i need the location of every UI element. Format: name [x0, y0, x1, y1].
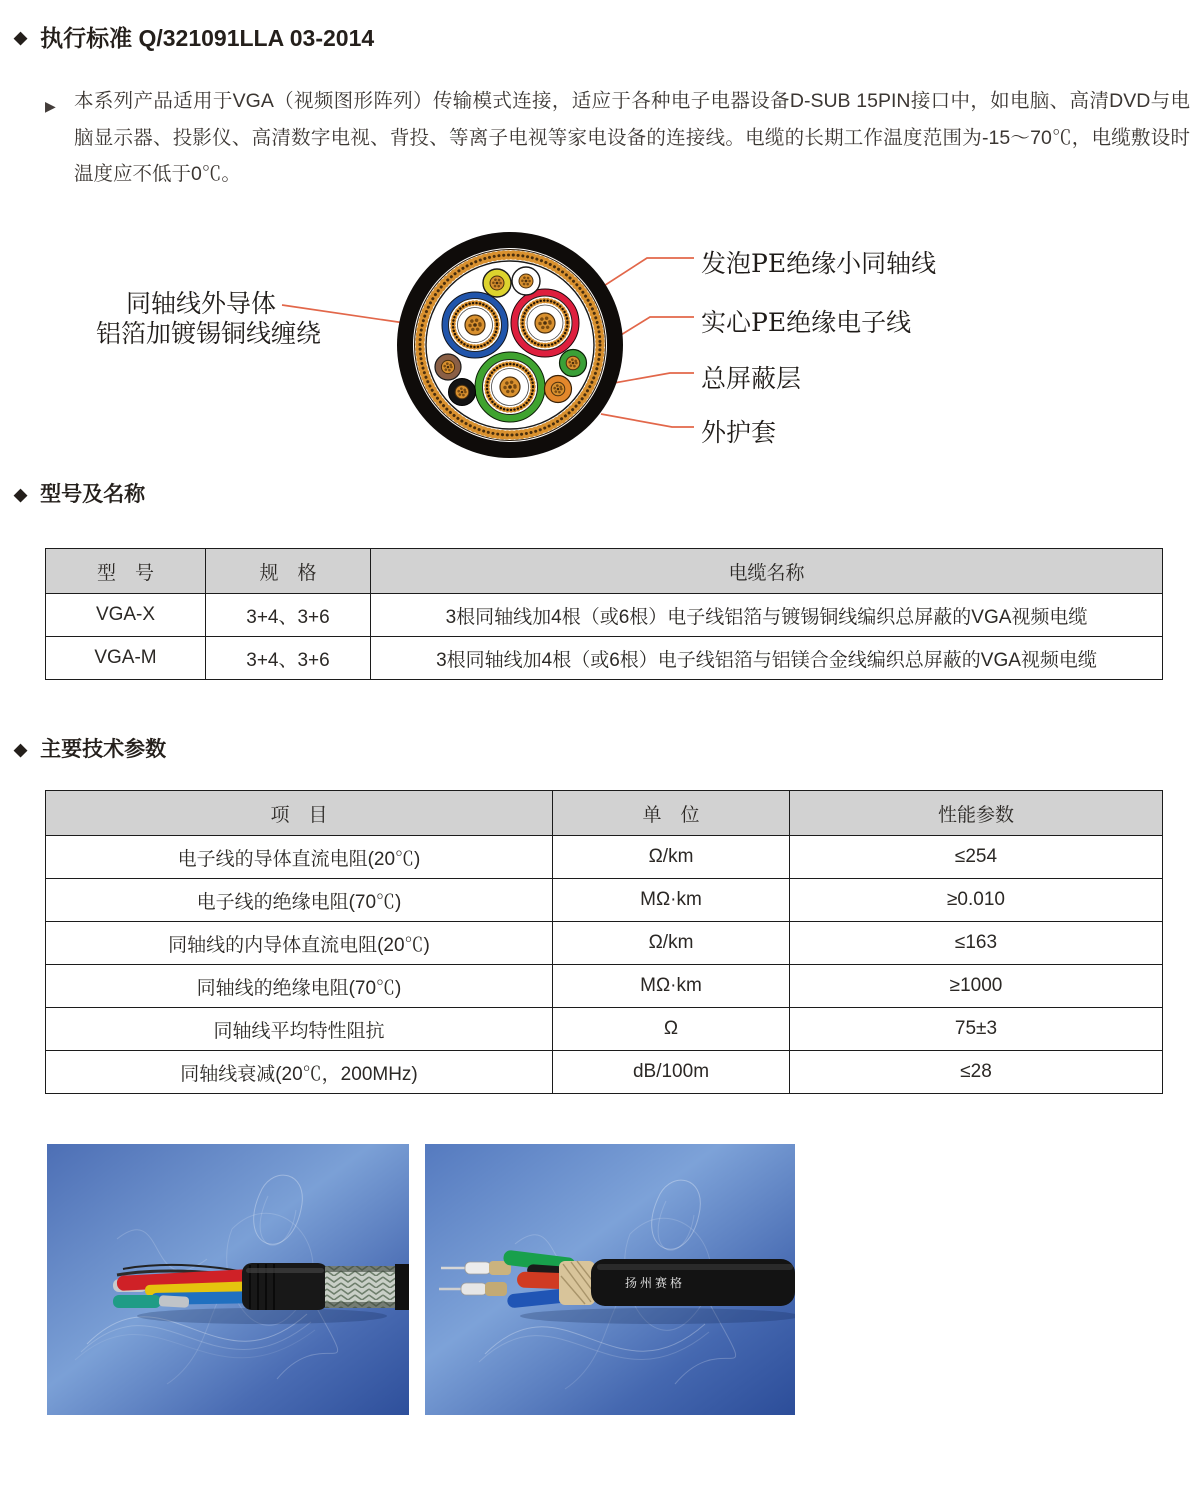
wire-white: [512, 267, 540, 295]
table-row: [46, 1008, 1163, 1051]
standard-heading: [14, 20, 374, 53]
cable-left: [113, 1263, 409, 1324]
coax-red: [511, 289, 579, 357]
cell-item: 同轴线的绝缘电阻(70℃): [46, 965, 553, 1008]
wire-teal: [113, 1295, 161, 1308]
cell-item: 同轴线衰减(20℃，200MHz): [46, 1051, 553, 1094]
label-overall-shield: 总屏蔽层: [701, 364, 802, 393]
cell-unit: Ω/km: [553, 836, 790, 879]
cable-cross-section-diagram: [0, 228, 1200, 472]
table-row: [46, 965, 1163, 1008]
coax-braid-stub: [485, 1282, 507, 1296]
models-table: [45, 548, 1163, 680]
cell-value: 75±3: [790, 1008, 1163, 1051]
wire-yellow: [483, 269, 511, 297]
cell-unit: MΩ·km: [553, 879, 790, 922]
cell-unit: dB/100m: [553, 1051, 790, 1094]
models-heading-text: 型号及名称: [40, 483, 146, 506]
diamond-bullet-icon: ◆: [14, 739, 28, 759]
table-row: [46, 637, 1163, 680]
wire-brown: [435, 354, 461, 380]
table-row: [46, 922, 1163, 965]
label-line-1: 同轴线外导体: [126, 289, 277, 318]
coax-green: [475, 352, 545, 422]
cell-item: 同轴线的内导体直流电阻(20℃): [46, 922, 553, 965]
wire-orange: [545, 376, 572, 403]
wire-green-small: [560, 350, 587, 377]
cell-model: VGA-X: [46, 594, 206, 637]
label-foam-pe-coax: 发泡PE绝缘小同轴线: [701, 249, 937, 278]
cell-unit: MΩ·km: [553, 965, 790, 1008]
models-section-heading: [14, 478, 145, 508]
table-row: [46, 1051, 1163, 1094]
cell-value: ≥1000: [790, 965, 1163, 1008]
brand-print: 扬州赛格: [625, 1276, 686, 1290]
label-outer-sheath: 外护套: [701, 418, 777, 447]
params-table: [45, 790, 1163, 1094]
diamond-bullet-icon: ◆: [14, 28, 28, 47]
cell-cable-name: 3根同轴线加4根（或6根）电子线铝箔与镀锡铜线编织总屏蔽的VGA视频电缆: [371, 594, 1163, 637]
foil-segment: [159, 1295, 190, 1308]
product-photo-right: [425, 1144, 795, 1415]
cell-cable-name: 3根同轴线加4根（或6根）电子线铝箔与铝镁合金线编织总屏蔽的VGA视频电缆: [371, 637, 1163, 680]
diamond-bullet-icon: ◆: [14, 484, 28, 504]
standard-heading-text: 执行标准 Q/321091LLA 03-2014: [40, 25, 375, 51]
cell-spec: 3+4、3+6: [206, 594, 371, 637]
cell-value: ≥0.010: [790, 879, 1163, 922]
cell-unit: Ω: [553, 1008, 790, 1051]
cell-item: 电子线的绝缘电阻(70℃): [46, 879, 553, 922]
col-header-model: 型 号: [46, 549, 206, 594]
cell-model: VGA-M: [46, 637, 206, 680]
col-header-value: 性能参数: [790, 791, 1163, 836]
label-coax-outer-conductor: [96, 289, 321, 349]
cell-item: 电子线的导体直流电阻(20℃): [46, 836, 553, 879]
table-header-row: [46, 549, 1163, 594]
label-line-2: 铝箔加镀锡铜线缠绕: [96, 319, 322, 348]
table-row: [46, 836, 1163, 879]
cell-value: ≤163: [790, 922, 1163, 965]
coax-blue: [442, 292, 508, 358]
jacket-tail: [395, 1264, 409, 1310]
col-header-unit: 单 位: [553, 791, 790, 836]
col-header-item: 项 目: [46, 791, 553, 836]
coax-insulation: [461, 1283, 487, 1295]
params-section-heading: [14, 733, 166, 763]
table-row: [46, 594, 1163, 637]
triangle-marker-icon: ▶: [45, 98, 56, 114]
table-row: [46, 879, 1163, 922]
cell-item: 同轴线平均特性阻抗: [46, 1008, 553, 1051]
wire-black: [449, 379, 476, 406]
coax-insulation: [465, 1262, 491, 1274]
col-header-cable-name: 电缆名称: [371, 549, 1163, 594]
cell-unit: Ω/km: [553, 922, 790, 965]
cell-spec: 3+4、3+6: [206, 637, 371, 680]
params-heading-text: 主要技术参数: [40, 738, 167, 761]
intro-paragraph: 本系列产品适用于VGA（视频图形阵列）传输模式连接，适应于各种电子电器设备D-SUB 15PIN接口中，如电脑、高清DVD与电脑显示器、投影仪、高清数字电视、背投、等离子电视等家电设备的连接线。电缆的长期工作温度范围为-15～70℃，电缆敷设时温度应不低于0℃。: [74, 90, 1190, 185]
table-header-row: [46, 791, 1163, 836]
product-photo-left: [47, 1144, 409, 1415]
cell-value: ≤254: [790, 836, 1163, 879]
cross-section-drawing: [0, 228, 1200, 472]
cell-value: ≤28: [790, 1051, 1163, 1094]
label-solid-pe-wire: 实心PE绝缘电子线: [701, 308, 912, 337]
col-header-spec: 规 格: [206, 549, 371, 594]
